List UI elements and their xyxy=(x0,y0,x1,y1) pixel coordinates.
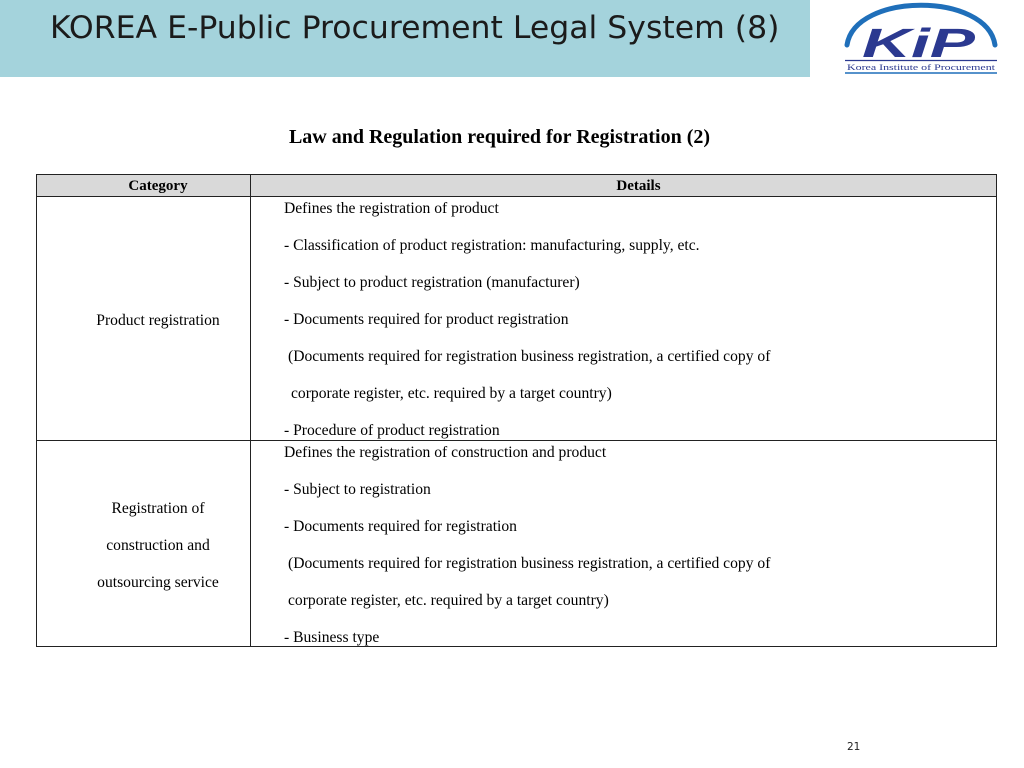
category-cell-line: construction and xyxy=(106,536,210,554)
details-line: Defines the registration of product xyxy=(284,199,499,217)
category-cell-line: outsourcing service xyxy=(97,573,219,591)
slide-title: KOREA E-Public Procurement Legal System (8) xyxy=(50,10,780,46)
details-line: - Procedure of product registration xyxy=(284,421,500,439)
table-title: Law and Regulation required for Registration (2) xyxy=(288,126,711,148)
header-category: Category xyxy=(128,178,188,194)
details-line: Defines the registration of construction and product xyxy=(284,443,607,461)
details-line: - Subject to product registration (manufacturer) xyxy=(284,273,580,291)
details-line: corporate register, etc. required by a target country) xyxy=(288,591,609,609)
category-cell-line: Registration of xyxy=(111,499,205,517)
details-line: - Documents required for registration xyxy=(284,517,517,535)
logo-caption: Korea Institute of Procurement xyxy=(847,62,996,72)
header-details: Details xyxy=(616,178,661,194)
details-line: - Classification of product registration: manufacturing, supply, etc. xyxy=(284,236,700,254)
page-number: 21 xyxy=(847,741,861,753)
kip-logo xyxy=(840,0,1000,80)
details-line: (Documents required for registration business registration, a certified copy of xyxy=(288,347,771,365)
details-line: corporate register, etc. required by a target country) xyxy=(291,384,612,402)
logo-mark: KiP xyxy=(862,20,977,66)
category-cell-line: Product registration xyxy=(96,311,220,329)
details-line: - Documents required for product registration xyxy=(284,310,569,328)
details-line: (Documents required for registration business registration, a certified copy of xyxy=(288,554,771,572)
details-line: - Subject to registration xyxy=(284,480,431,498)
details-line: - Business type xyxy=(284,628,380,646)
